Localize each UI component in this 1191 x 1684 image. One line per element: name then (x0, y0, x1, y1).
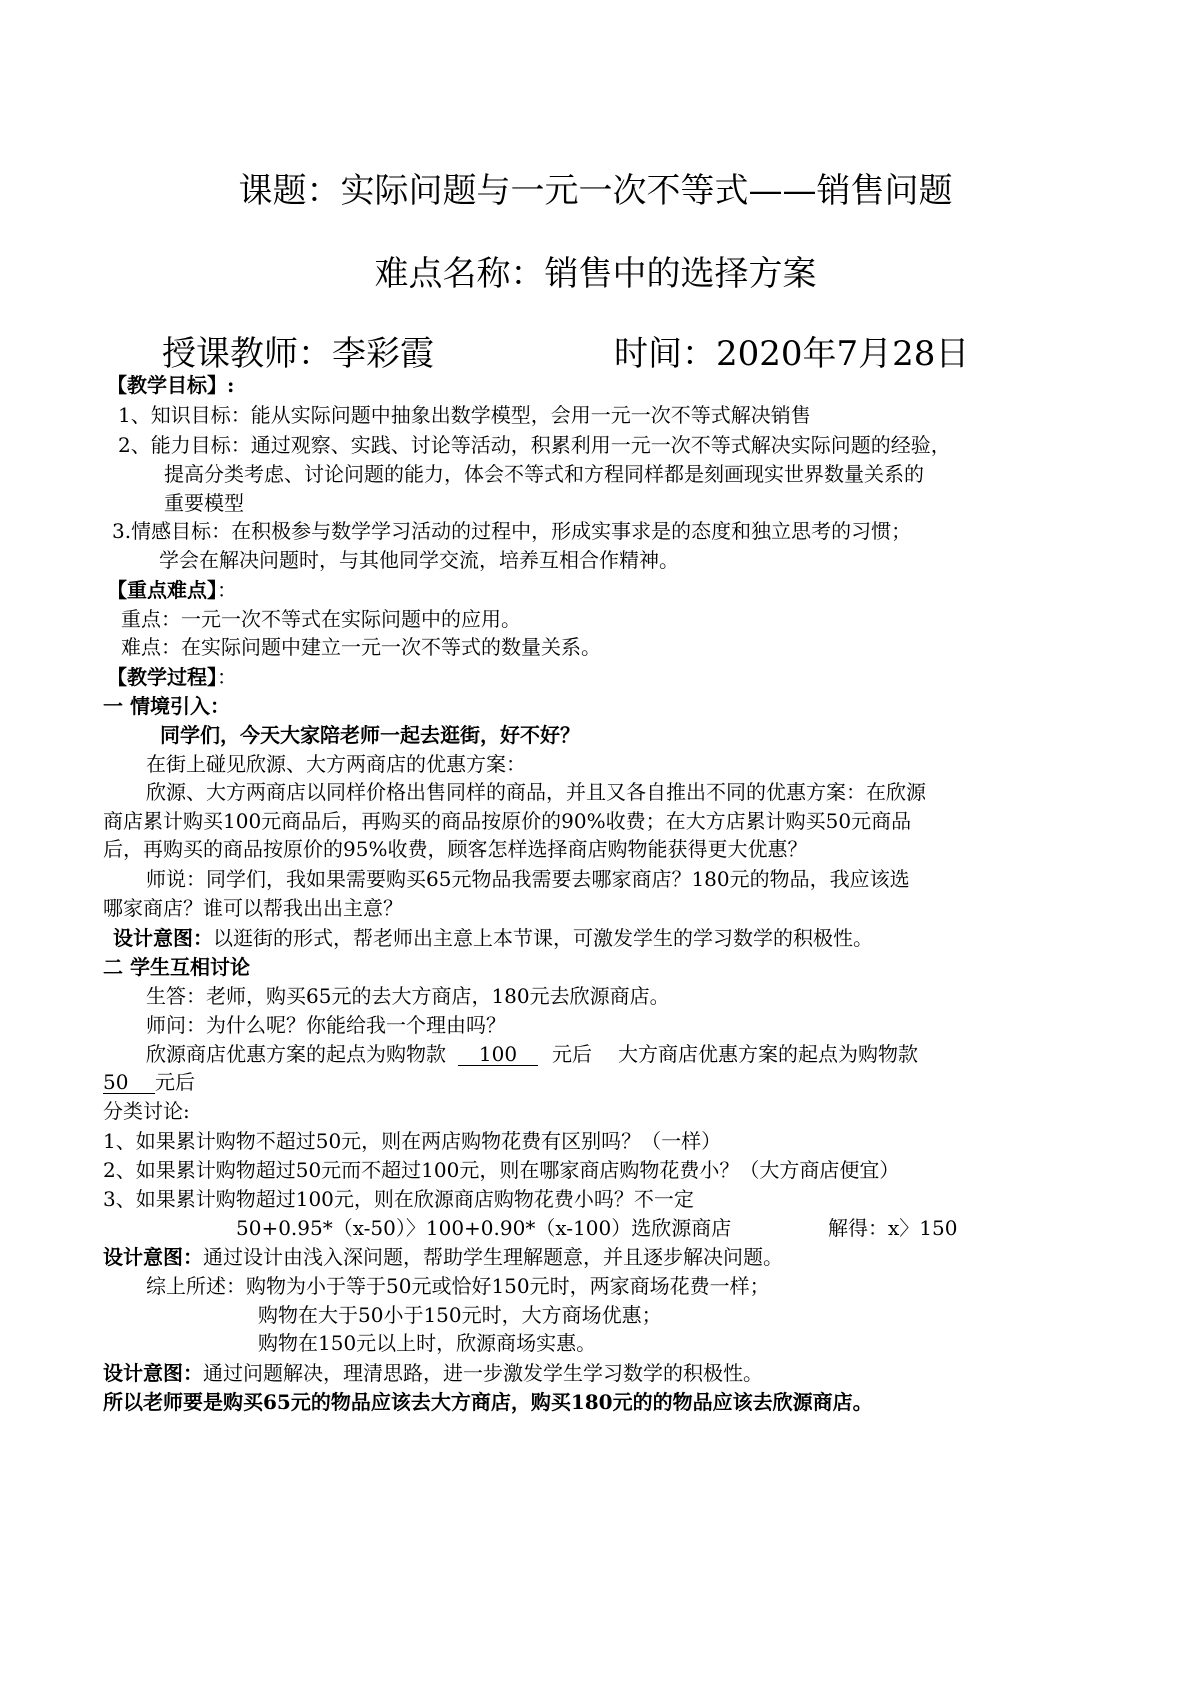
threshold-dafang-label: 大方商店优惠方案的起点为购物款 (618, 1042, 918, 1066)
problem-line2: 商店累计购买100元商品后，再购买的商品按原价的90%收费；在大方店累计购买50元商品 (103, 809, 912, 833)
teacher-says-line2: 哪家商店？谁可以帮我出出主意？ (103, 896, 403, 920)
design-intent-1 (113, 925, 873, 951)
keypoints-heading-suffix: ： (217, 578, 237, 602)
case-1: 1、如果累计购物不超过50元，则在两店购物花费有区别吗？（一样） (103, 1129, 722, 1153)
lesson-title: 课题：实际问题与一元一次不等式——销售问题 (238, 171, 953, 211)
threshold-line1 (146, 1041, 918, 1067)
inequality-formula: 50+0.95*（x-50）〉100+0.90*（x-100）选欣源商店 (236, 1216, 732, 1240)
design-intent-3 (103, 1360, 763, 1386)
design-intent-1-text: 以逛街的形式，帮老师出主意上本节课，可激发学生的学习数学的积极性。 (213, 926, 873, 950)
design-intent-1-label: 设计意图： (113, 926, 213, 950)
lesson-date: 时间：2020年7月28日 (614, 334, 970, 374)
goal-ability-line2: 提高分类考虑、讨论问题的能力，体会不等式和方程同样都是刻画现实世界数量关系的 (164, 462, 924, 486)
design-intent-2 (103, 1244, 783, 1270)
design-intent-2-label: 设计意图： (103, 1245, 203, 1269)
key-point: 重点：一元一次不等式在实际问题中的应用。 (121, 607, 521, 631)
goal-emotion-line2: 学会在解决问题时，与其他同学交流，培养互相合作精神。 (159, 548, 679, 572)
process-heading-suffix: ： (217, 665, 237, 689)
section1-title: 一 情境引入： (103, 694, 230, 718)
teacher-name: 授课教师：李彩霞 (162, 334, 434, 374)
difficulty-title: 难点名称：销售中的选择方案 (374, 254, 817, 294)
teacher-asks: 师问：为什么呢？你能给我一个理由吗？ (146, 1013, 506, 1037)
hard-point: 难点：在实际问题中建立一元一次不等式的数量关系。 (121, 635, 601, 659)
summary-line1: 综上所述：购物为小于等于50元或恰好150元时，两家商场花费一样； (146, 1274, 770, 1298)
blank-answer-100: 100 (458, 1043, 538, 1066)
inequality-solution: 解得：x〉150 (828, 1216, 958, 1240)
goal-knowledge: 1、知识目标：能从实际问题中抽象出数学模型，会用一元一次不等式解决销售 (118, 403, 811, 427)
design-intent-2-text: 通过设计由浅入深问题，帮助学生理解题意，并且逐步解决问题。 (203, 1245, 783, 1269)
blank-answer-50: 50 (103, 1071, 155, 1094)
case-3: 3、如果累计购物超过100元，则在欣源商店购物花费小吗？不一定 (103, 1187, 694, 1211)
summary-line3: 购物在150元以上时，欣源商场实惠。 (258, 1331, 597, 1355)
keypoints-heading-text: 【重点难点】 (107, 578, 217, 602)
summary-line2: 购物在大于50小于150元时，大方商场优惠； (258, 1303, 662, 1327)
classify-heading: 分类讨论: (103, 1099, 190, 1123)
process-heading-text: 【教学过程】 (107, 665, 217, 689)
section2-title: 二 学生互相讨论 (103, 955, 250, 979)
conclusion: 所以老师要是购买65元的物品应该去大方商店，购买180元的的物品应该去欣源商店。 (103, 1390, 873, 1414)
problem-line1: 欣源、大方两商店以同样价格出售同样的商品，并且又各自推出不同的优惠方案：在欣源 (146, 780, 926, 804)
goal-emotion-line1: 3.情感目标：在积极参与数学学习活动的过程中，形成实事求是的态度和独立思考的习惯； (112, 519, 912, 543)
goal-ability-line1: 2、能力目标：通过观察、实践、讨论等活动，积累利用一元一次不等式解决实际问题的经验， (118, 433, 951, 457)
goal-ability-line3: 重要模型 (164, 491, 244, 515)
intro-paragraph1: 在街上碰见欣源、大方两商店的优惠方案： (146, 752, 526, 776)
case-2: 2、如果累计购物超过50元而不超过100元，则在哪家商店购物花费小？（大方商店便宜） (103, 1158, 900, 1182)
teacher-says-line1: 师说：同学们，我如果需要购买65元物品我需要去哪家商店？180元的物品，我应该选 (146, 867, 910, 891)
process-heading (107, 664, 237, 690)
goals-heading: 【教学目标】: (107, 373, 235, 397)
threshold-line2 (103, 1069, 195, 1095)
design-intent-3-label: 设计意图： (103, 1361, 203, 1385)
design-intent-3-text: 通过问题解决，理清思路，进一步激发学生学习数学的积极性。 (203, 1361, 763, 1385)
keypoints-heading (107, 577, 237, 603)
threshold-after-1: 元后 (552, 1042, 592, 1066)
problem-line3: 后，再购买的商品按原价的95%收费，顾客怎样选择商店购物能获得更大优惠？ (103, 837, 808, 861)
intro-question: 同学们，今天大家陪老师一起去逛街，好不好？ (160, 723, 580, 747)
threshold-xinyuan-label: 欣源商店优惠方案的起点为购物款 (146, 1042, 446, 1066)
threshold-after-2: 元后 (155, 1070, 195, 1094)
student-answer: 生答：老师，购买65元的去大方商店，180元去欣源商店。 (146, 984, 670, 1008)
